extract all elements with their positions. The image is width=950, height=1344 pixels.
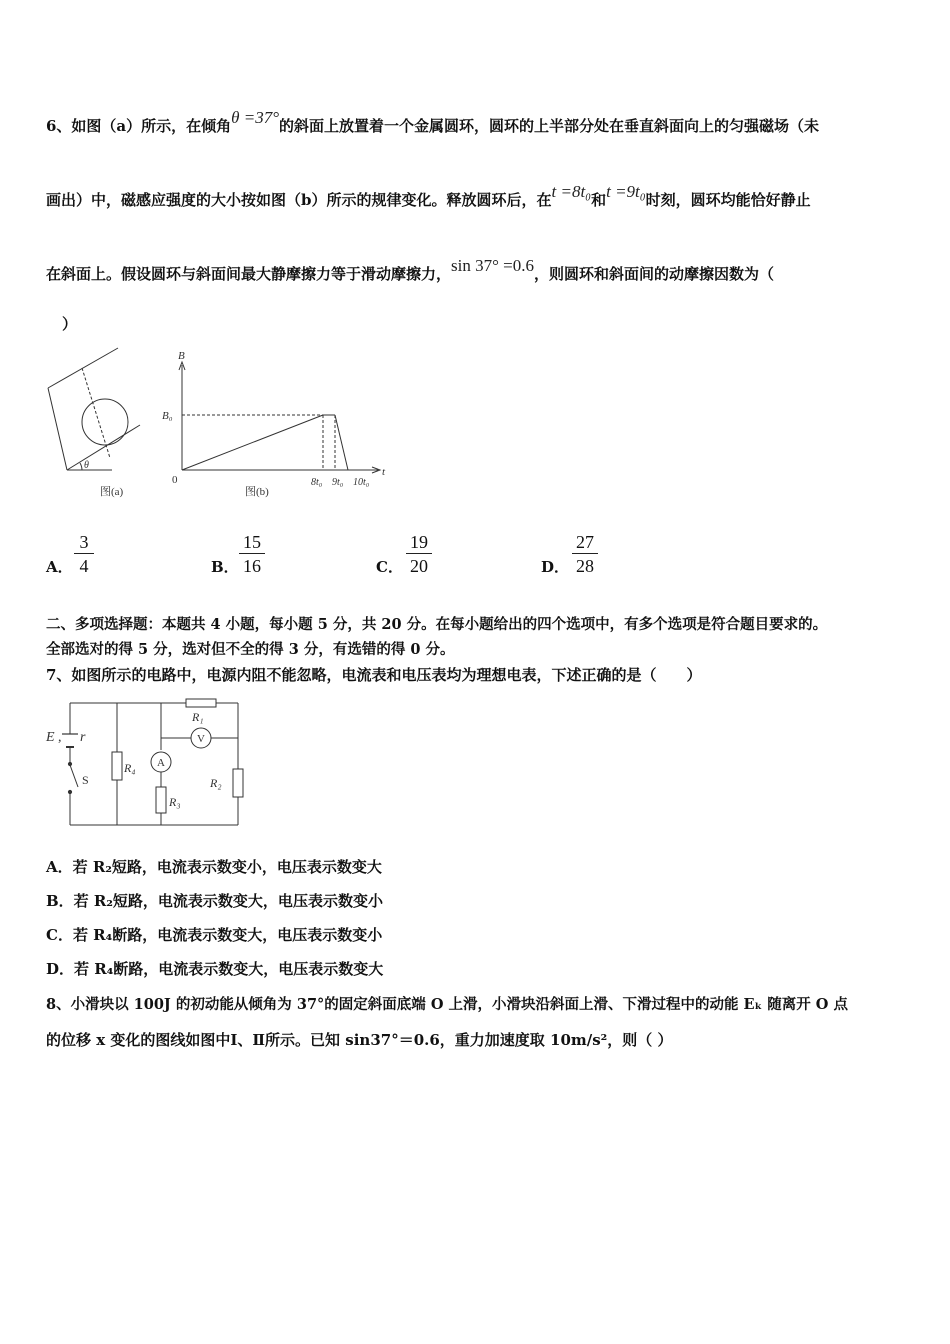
q6-line-4: ）	[62, 315, 78, 333]
q6-text: 和	[591, 191, 607, 209]
t-axis-label: t	[382, 466, 386, 478]
label-switch: S	[82, 773, 89, 787]
label-e: E	[46, 730, 55, 745]
fraction-numerator: 27	[572, 531, 598, 554]
section2-heading-line-1: 二、多项选择题：本题共 4 小题，每小题 5 分，共 20 分。在每小题给出的四个选项中，有多个选项是符合题目要求的。	[46, 616, 828, 633]
q6-option-c-label: C．	[376, 558, 403, 576]
figure-a	[40, 340, 160, 505]
q6-option-a-fraction	[74, 531, 94, 578]
math-sin: sin 37° =0.6	[451, 256, 534, 275]
math-t1: t =8t₀	[551, 182, 592, 201]
label-r4: R₄	[124, 761, 136, 775]
q7-option-c: C．若 R₄断路，电流表示数变大，电压表示数变小	[46, 926, 383, 944]
q6-line-2	[46, 182, 811, 210]
theta-label: θ	[84, 460, 89, 471]
q6-option-b-label: B．	[211, 558, 239, 576]
fraction-numerator: 3	[74, 531, 94, 554]
q6-line-3	[46, 256, 775, 284]
q6-text: 画出）中，磁感应强度的大小按如图（b）所示的规律变化。释放圆环后，在	[46, 191, 552, 209]
fraction-numerator: 19	[406, 531, 432, 554]
q7-option-a: A．若 R₂短路，电流表示数变小，电压表示数变大	[46, 858, 382, 876]
fraction-denominator: 28	[576, 556, 594, 576]
label-r2: R₂	[210, 776, 222, 790]
figure-a-caption: 图(a)	[100, 486, 124, 498]
q6-option-a-label: A．	[46, 558, 73, 576]
math-theta: θ =37°	[231, 108, 280, 127]
circuit-diagram	[40, 690, 250, 830]
t10-label: 10t₀	[353, 477, 370, 488]
q8-line-2: 的位移 x 变化的图线如图中Ⅰ、Ⅱ所示。已知 sin37°＝0.6，重力加速度取 10m/s²，则（ ）	[46, 1031, 673, 1049]
figure-b	[160, 345, 400, 505]
b-rise-line	[182, 415, 323, 470]
q6-option-c-fraction	[406, 531, 432, 578]
q6-text: 6、如图（a）所示，在倾角	[46, 117, 232, 135]
q7-stem: 7、如图所示的电路中，电源内阻不能忽略，电流表和电压表均为理想电表，下述正确的是（ ）	[46, 666, 702, 684]
b-axis-label: B	[178, 350, 185, 362]
figure-b-caption: 图(b)	[245, 486, 269, 498]
t9-label: 9t₀	[332, 477, 344, 488]
fraction-denominator: 20	[410, 556, 428, 576]
q8-line-1: 8、小滑块以 100J 的初动能从倾角为 37°的固定斜面底端 O 上滑，小滑块沿斜面上滑、下滑过程中的动能 Eₖ 随离开 O 点	[46, 996, 848, 1013]
origin-label: 0	[172, 474, 178, 486]
q6-option-d-fraction	[572, 531, 598, 578]
voltmeter-label: V	[197, 733, 205, 745]
ammeter-label: A	[157, 757, 165, 769]
q7-option-d: D．若 R₄断路，电流表示数变大，电压表示数变大	[46, 960, 384, 978]
q6-text: 在斜面上。假设圆环与斜面间最大静摩擦力等于滑动摩擦力，	[46, 265, 452, 283]
b-fall-line	[335, 415, 348, 470]
q6-option-b-fraction	[239, 531, 265, 578]
b0-label: B₀	[162, 410, 173, 422]
section2-heading-line-2: 全部选对的得 5 分，选对但不全的得 3 分，有选错的得 0 分。	[46, 641, 455, 658]
label-r1: R₁	[192, 710, 204, 724]
fraction-numerator: 15	[239, 531, 265, 554]
q6-text: 的斜面上放置着一个金属圆环，圆环的上半部分处在垂直斜面向上的匀强磁场（未	[279, 117, 820, 135]
q7-option-b: B．若 R₂短路，电流表示数变大，电压表示数变小	[46, 892, 383, 910]
q6-text: 时刻，圆环均能恰好静止	[645, 191, 811, 209]
label-internal-r: r	[80, 730, 86, 745]
q6-line-1	[46, 108, 820, 136]
t8-label: 8t₀	[311, 477, 323, 488]
fraction-denominator: 4	[79, 556, 89, 576]
label-r3: R₃	[169, 795, 181, 809]
fraction-denominator: 16	[243, 556, 261, 576]
math-t2: t =9t₀	[606, 182, 646, 201]
q6-text: ，则圆环和斜面间的动摩擦因数为（	[534, 265, 775, 283]
q6-option-d-label: D．	[541, 558, 570, 576]
svg-text:,: ,	[58, 730, 62, 745]
